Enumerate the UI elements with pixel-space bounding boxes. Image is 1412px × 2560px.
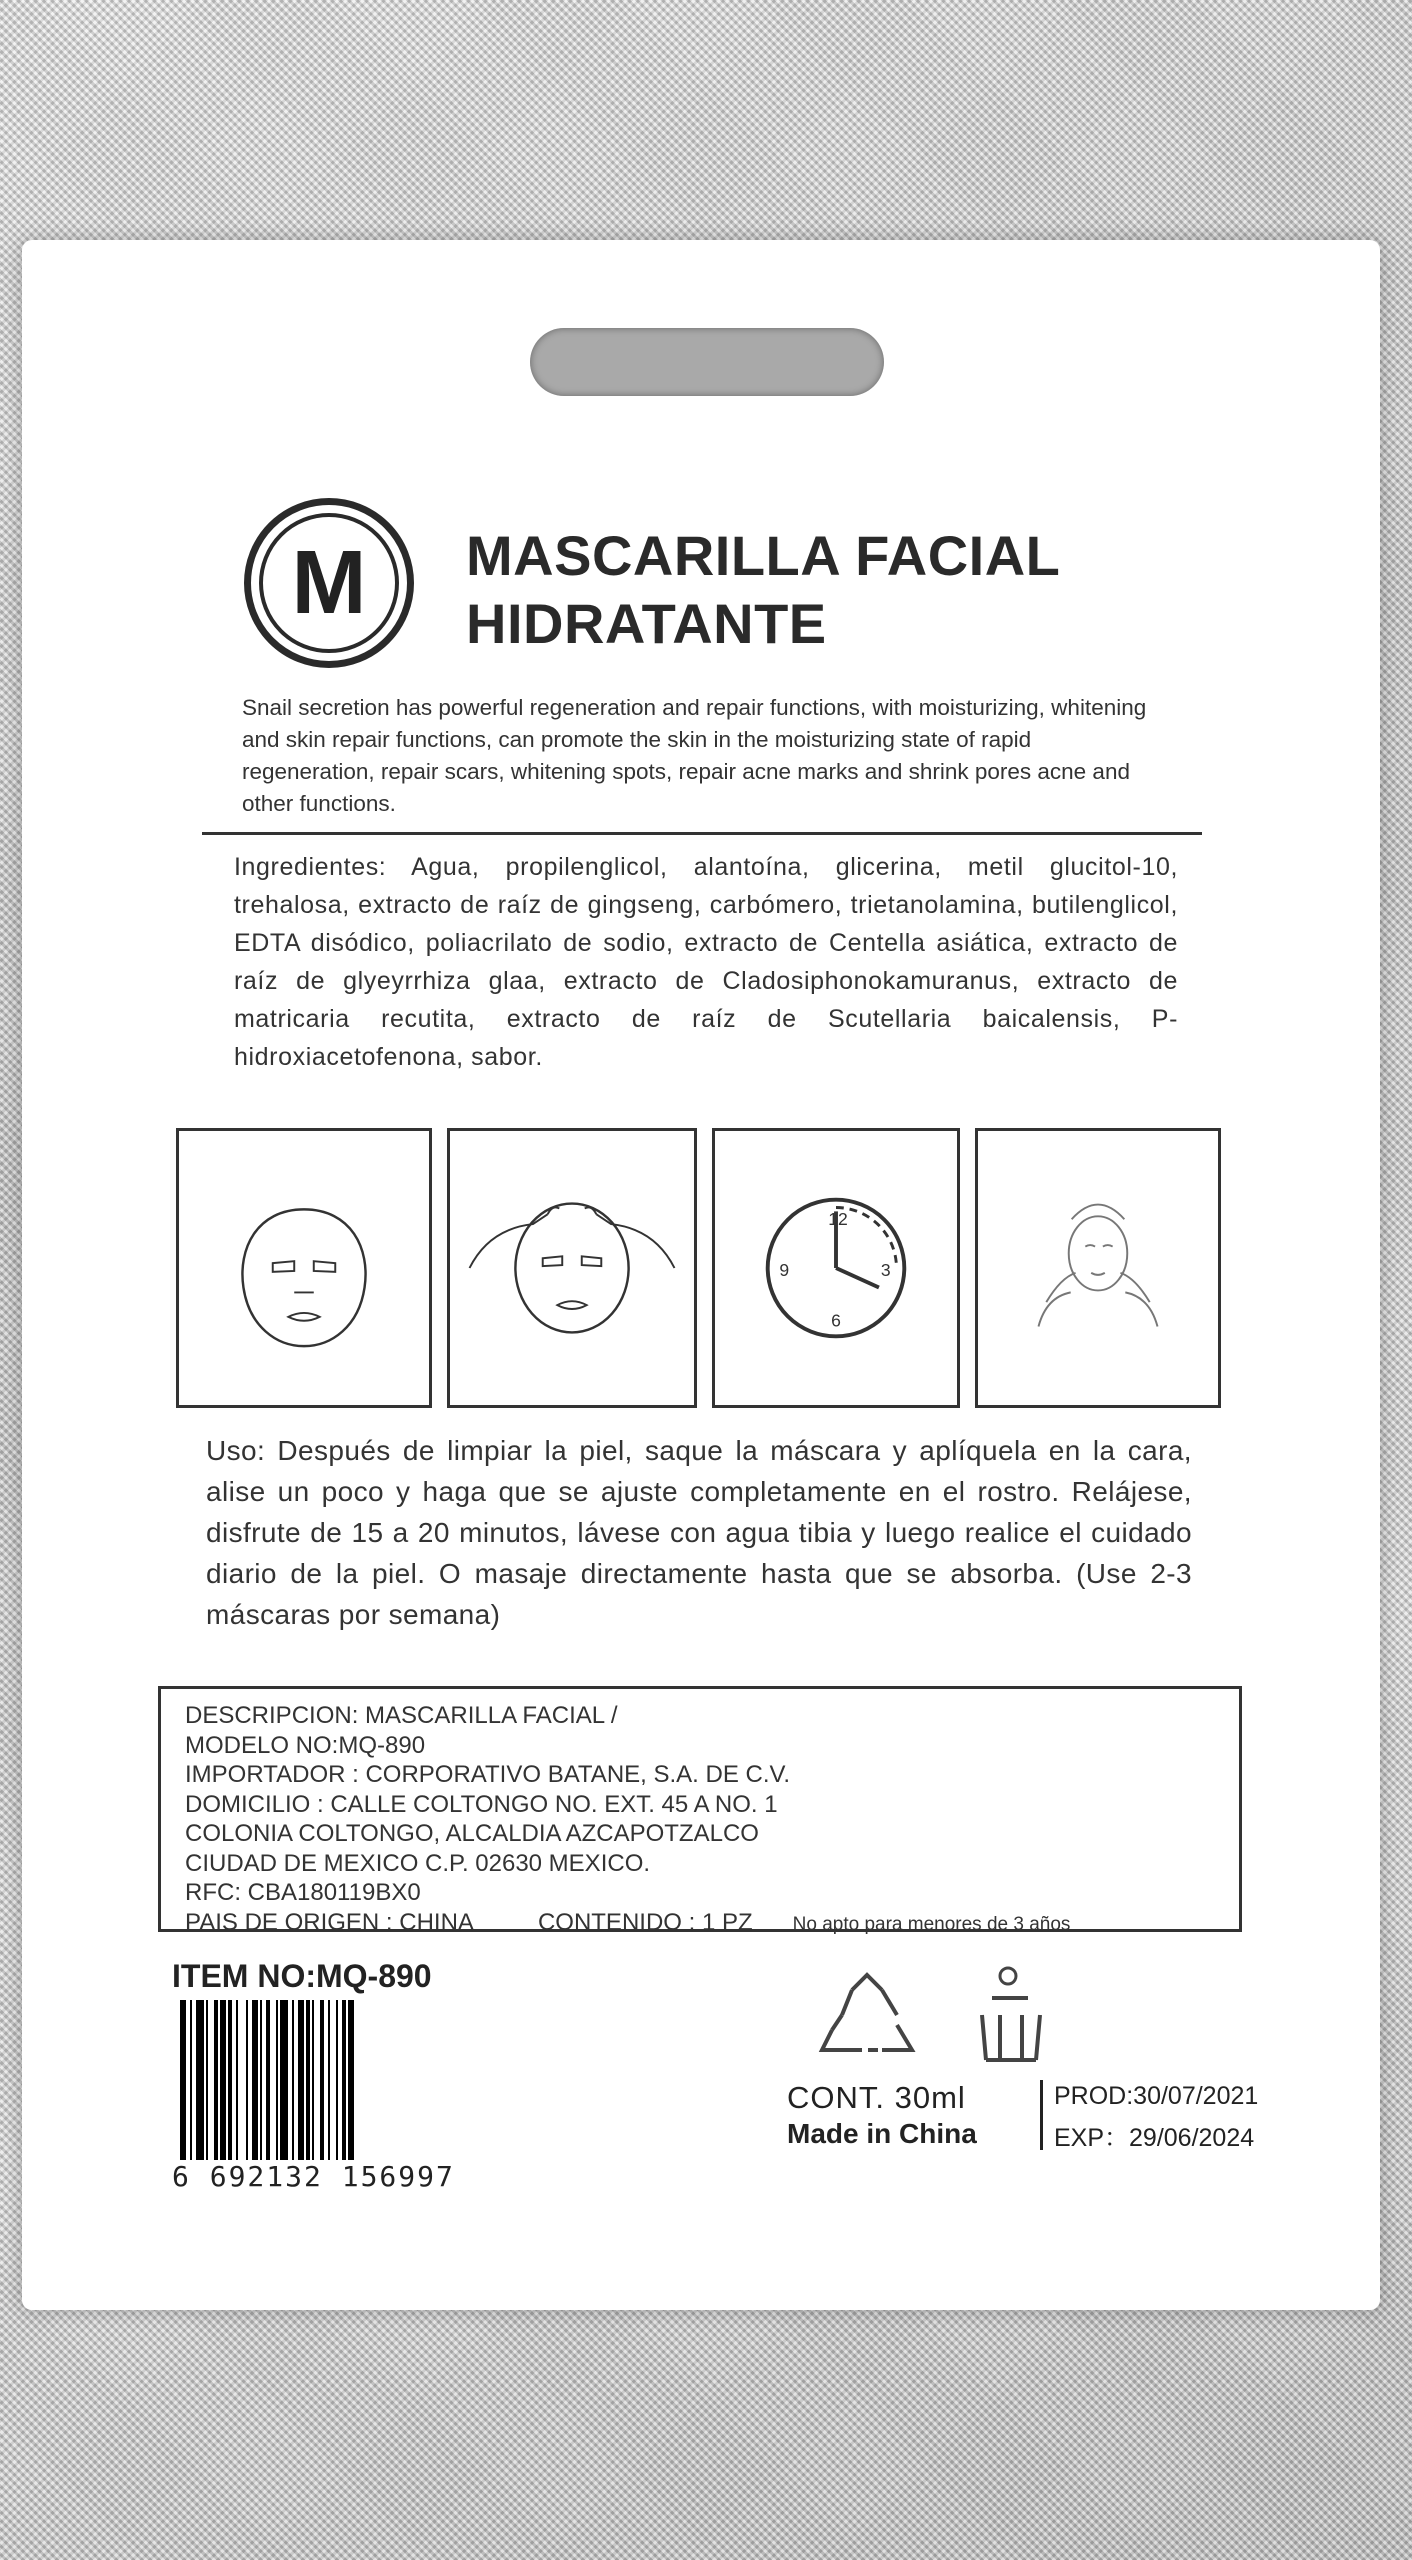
info-contenido: CONTENIDO : 1 PZ (537, 1908, 753, 1936)
logo-letter: M (291, 533, 367, 633)
info-ciudad: CIUDAD DE MEXICO C.P. 02630 MEXICO. (185, 1849, 651, 1877)
vertical-divider (1040, 2080, 1043, 2150)
title-line-1: MASCARILLA FACIAL (466, 524, 1061, 587)
step-2-apply-icon (447, 1128, 697, 1408)
intro-text: Snail secretion has powerful regeneration and repair functions, with moisturizing, whitening and skin repair functions, can promote the skin in the moisturizing state of rapid regeneration, repair scars, whitening spots, repair acne marks and shrink pores acne and other functions. (242, 695, 1147, 816)
divider (202, 832, 1202, 835)
content-volume: CONT. 30ml (787, 2080, 966, 2115)
package-back (22, 240, 1380, 2310)
usage-instructions: Uso: Después de limpiar la piel, saque la máscara y aplíquela en la cara, alise un poco y haga que se ajuste completamente en el rostro. Relájese, disfrute de 15 a 20 minutos, lávese con agua tibia y luego realice el cuidado diario de la piel. O masaje directamente hasta que se absorba. (Use 2-3 máscaras por semana) (206, 1435, 1192, 1630)
product-info-box (158, 1686, 1242, 1936)
info-modelo: MODELO NO:MQ-890 (185, 1731, 426, 1759)
hang-hole (530, 328, 884, 396)
clock-12: 12 (828, 1209, 848, 1230)
step-1-mask-icon (176, 1128, 432, 1408)
barcode-bar (348, 2000, 354, 2160)
step-4-face-icon (975, 1128, 1221, 1408)
info-rfc: RFC: CBA180119BX0 (185, 1879, 421, 1906)
clock-3: 3 (880, 1259, 891, 1280)
barcode (180, 2000, 470, 2160)
recycle-icon (812, 1970, 922, 2070)
brand-logo-icon (244, 498, 414, 668)
info-descripcion: DESCRIPCION: MASCARILLA FACIAL / (185, 1702, 618, 1729)
made-in: Made in China (787, 2118, 977, 2149)
barcode-bar (196, 2000, 204, 2160)
item-number: ITEM NO:MQ-890 (172, 1958, 432, 1994)
barcode-digits: 6 692132 156997 (172, 2160, 455, 2193)
expiration-date: EXP：29/06/2024 (1054, 2124, 1255, 2152)
ingredients-text: Ingredientes: Agua, propilenglicol, alantoína, glicerina, metil glucitol-10, trehalosa, extracto de raíz de gingseng, carbómero, trietanolamina, butilenglicol, EDTA disódico, poliacrilato de sodio, extracto de Centella asiática, extracto de raíz de glyeyrrhiza glaa, extracto de Cladosiphonokamuranus, extracto de matricaria recutita, extracto de raíz de Scutellaria baicalensis, P-hidroxiacetofenona, sabor. (234, 853, 1178, 1071)
info-pais: PAIS DE ORIGEN : CHINA (185, 1908, 474, 1936)
barcode-bar (238, 2000, 246, 2160)
title-line-2: HIDRATANTE (466, 592, 827, 655)
info-domicilio: DOMICILIO : CALLE COLTONGO NO. EXT. 45 A NO. 1 (185, 1790, 778, 1818)
trash-bin-icon (972, 1960, 1062, 2070)
step-3-clock-icon (712, 1128, 960, 1408)
clock-6: 6 (831, 1310, 841, 1331)
info-colonia: COLONIA COLTONGO, ALCALDIA AZCAPOTZALCO (185, 1820, 759, 1847)
info-importador: IMPORTADOR : CORPORATIVO BATANE, S.A. DE C.V. (185, 1761, 790, 1788)
product-title (466, 522, 1226, 658)
production-date: PROD:30/07/2021 (1054, 2082, 1259, 2110)
info-warning: No apto para menores de 3 años (792, 1913, 1071, 1935)
clock-9: 9 (779, 1259, 790, 1280)
barcode-bar (280, 2000, 288, 2160)
